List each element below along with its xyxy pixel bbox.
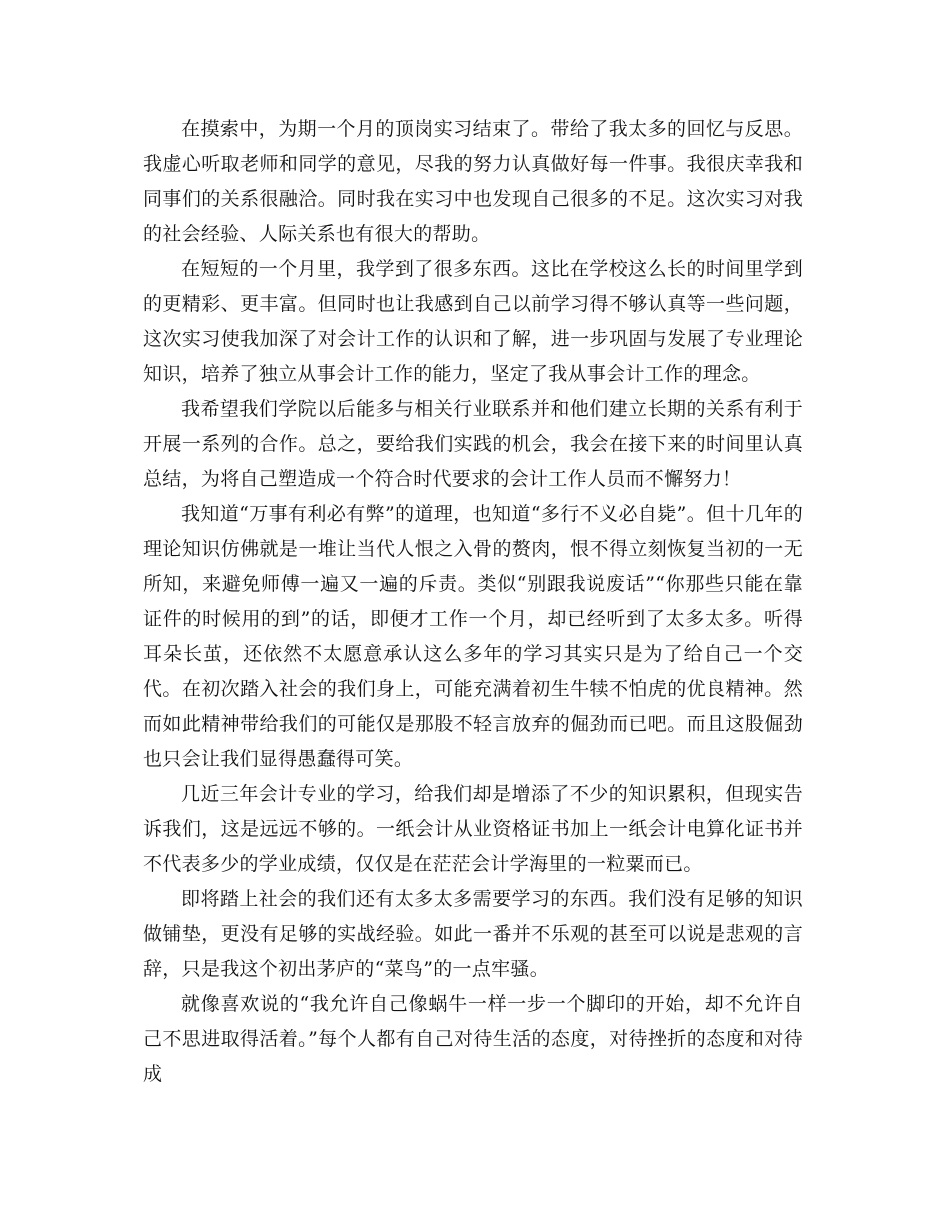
paragraph-2: 在短短的一个月里，我学到了很多东西。这比在学校这么长的时间里学到的更精彩、更丰富。但同时也让我感到自己以前学习得不够认真等一些问题，这次实习使我加深了对会计工作的认识和了解，进一步巩固与发展了专业理论知识，培养了独立从事会计工作的能力，坚定了我从事会计工作的理念。 xyxy=(143,258,803,385)
document-body xyxy=(143,112,803,1092)
paragraph-3: 我希望我们学院以后能多与相关行业联系并和他们建立长期的关系有利于开展一系列的合作。总之，要给我们实践的机会，我会在接下来的时间里认真总结，为将自己塑造成一个符合时代要求的会计工作人员而不懈努力！ xyxy=(143,398,803,490)
paragraph-7: 就像喜欢说的“我允许自己像蜗牛一样一步一个脚印的开始，却不允许自己不思进取得活着。”每个人都有自己对待生活的态度，对待挫折的态度和对待成 xyxy=(143,993,803,1085)
paragraph-6: 即将踏上社会的我们还有太多太多需要学习的东西。我们没有足够的知识做铺垫，更没有足够的实战经验。如此一番并不乐观的甚至可以说是悲观的言辞，只是我这个初出茅庐的“菜鸟”的一点牢骚。 xyxy=(143,888,803,980)
paragraph-1: 在摸索中，为期一个月的顶岗实习结束了。带给了我太多的回忆与反思。我虚心听取老师和同学的意见，尽我的努力认真做好每一件事。我很庆幸我和同事们的关系很融洽。同时我在实习中也发现自己很多的不足。这次实习对我的社会经验、人际关系也有很大的帮助。 xyxy=(143,118,803,245)
paragraph-5: 几近三年会计专业的学习，给我们却是增添了不少的知识累积，但现实告诉我们，这是远远不够的。一纸会计从业资格证书加上一纸会计电算化证书并不代表多少的学业成绩，仅仅是在茫茫会计学海里的一粒粟而已。 xyxy=(143,783,803,875)
paragraph-4: 我知道“万事有利必有弊”的道理，也知道“多行不义必自毙”。但十几年的理论知识仿佛就是一堆让当代人恨之入骨的赘肉，恨不得立刻恢复当初的一无所知，来避免师傅一遍又一遍的斥责。类似“别跟我说废话”“你那些只能在靠证件的时候用的到”的话，即便才工作一个月，却已经听到了太多太多。听得耳朵长茧，还依然不太愿意承认这么多年的学习其实只是为了给自己一个交代。在初次踏入社会的我们身上，可能充满着初生牛犊不怕虎的优良精神。然而如此精神带给我们的可能仅是那股不轻言放弃的倔劲而已吧。而且这股倔劲也只会让我们显得愚蠢得可笑。 xyxy=(143,503,803,770)
